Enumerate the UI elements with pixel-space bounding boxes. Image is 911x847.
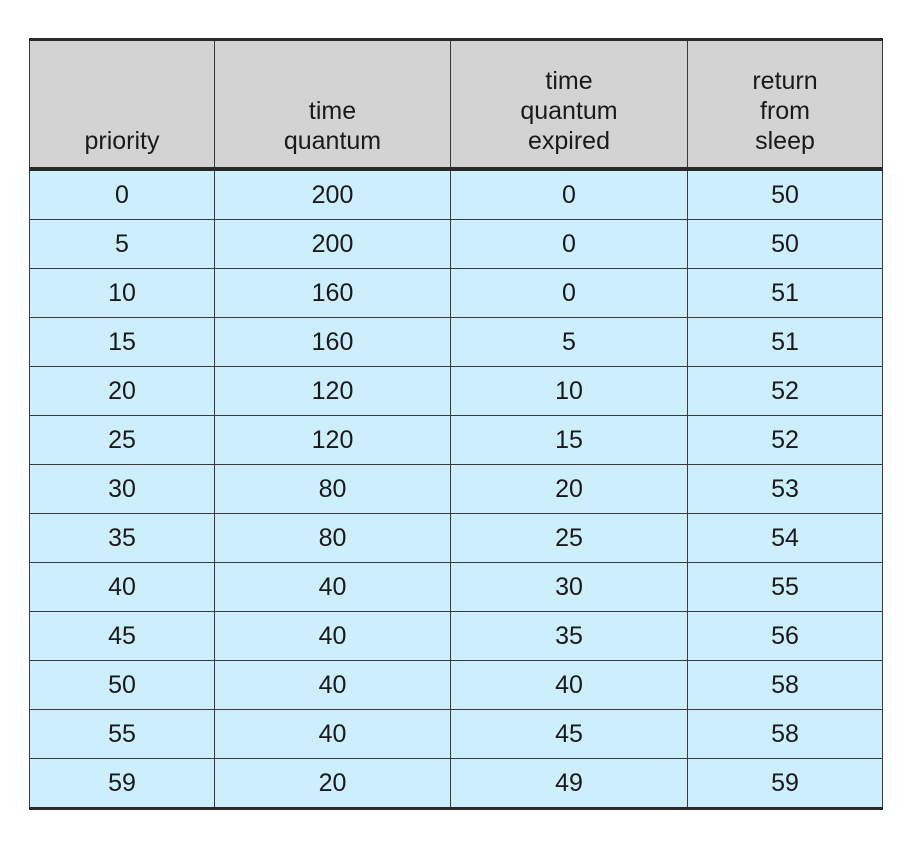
table-row [30,169,883,220]
priority-cell: 10 [30,269,215,318]
time-quantum-expired-cell: 0 [451,220,688,269]
time-quantum-expired-cell: 20 [451,465,688,514]
table-row [30,612,883,661]
header-priority: priority [30,40,215,170]
priority-cell: 20 [30,367,215,416]
dispatch-table-container [29,38,882,810]
time-quantum-cell: 80 [215,514,451,563]
time-quantum-cell: 160 [215,269,451,318]
dispatch-table [29,38,883,810]
time-quantum-expired-cell: 0 [451,269,688,318]
time-quantum-cell: 200 [215,220,451,269]
table-body [30,169,883,809]
priority-cell: 55 [30,710,215,759]
return-from-sleep-cell: 52 [688,416,883,465]
priority-cell: 30 [30,465,215,514]
time-quantum-expired-cell: 30 [451,563,688,612]
time-quantum-expired-cell: 15 [451,416,688,465]
priority-cell: 45 [30,612,215,661]
table-row [30,563,883,612]
time-quantum-expired-cell: 35 [451,612,688,661]
time-quantum-expired-cell: 25 [451,514,688,563]
return-from-sleep-cell: 51 [688,318,883,367]
table-row [30,416,883,465]
time-quantum-cell: 80 [215,465,451,514]
time-quantum-expired-cell: 0 [451,169,688,220]
header-row [30,40,883,170]
priority-cell: 5 [30,220,215,269]
priority-cell: 50 [30,661,215,710]
table-row [30,465,883,514]
priority-cell: 15 [30,318,215,367]
table-row [30,269,883,318]
table-row [30,220,883,269]
return-from-sleep-cell: 58 [688,710,883,759]
time-quantum-cell: 160 [215,318,451,367]
return-from-sleep-cell: 50 [688,220,883,269]
table-header [30,40,883,170]
header-time-quantum-expired: time quantum expired [451,40,688,170]
return-from-sleep-cell: 58 [688,661,883,710]
table-row [30,367,883,416]
time-quantum-cell: 40 [215,612,451,661]
table-row [30,514,883,563]
priority-cell: 40 [30,563,215,612]
time-quantum-cell: 120 [215,416,451,465]
time-quantum-cell: 40 [215,563,451,612]
return-from-sleep-cell: 56 [688,612,883,661]
table-row [30,759,883,809]
time-quantum-cell: 20 [215,759,451,809]
table-row [30,661,883,710]
priority-cell: 25 [30,416,215,465]
time-quantum-expired-cell: 49 [451,759,688,809]
time-quantum-cell: 40 [215,661,451,710]
return-from-sleep-cell: 50 [688,169,883,220]
priority-cell: 35 [30,514,215,563]
time-quantum-cell: 200 [215,169,451,220]
time-quantum-expired-cell: 45 [451,710,688,759]
return-from-sleep-cell: 54 [688,514,883,563]
return-from-sleep-cell: 55 [688,563,883,612]
return-from-sleep-cell: 59 [688,759,883,809]
time-quantum-expired-cell: 40 [451,661,688,710]
time-quantum-expired-cell: 5 [451,318,688,367]
header-time-quantum: time quantum [215,40,451,170]
priority-cell: 59 [30,759,215,809]
return-from-sleep-cell: 51 [688,269,883,318]
header-return-from-sleep: return from sleep [688,40,883,170]
time-quantum-expired-cell: 10 [451,367,688,416]
return-from-sleep-cell: 52 [688,367,883,416]
table-row [30,318,883,367]
time-quantum-cell: 120 [215,367,451,416]
time-quantum-cell: 40 [215,710,451,759]
table-row [30,710,883,759]
priority-cell: 0 [30,169,215,220]
return-from-sleep-cell: 53 [688,465,883,514]
